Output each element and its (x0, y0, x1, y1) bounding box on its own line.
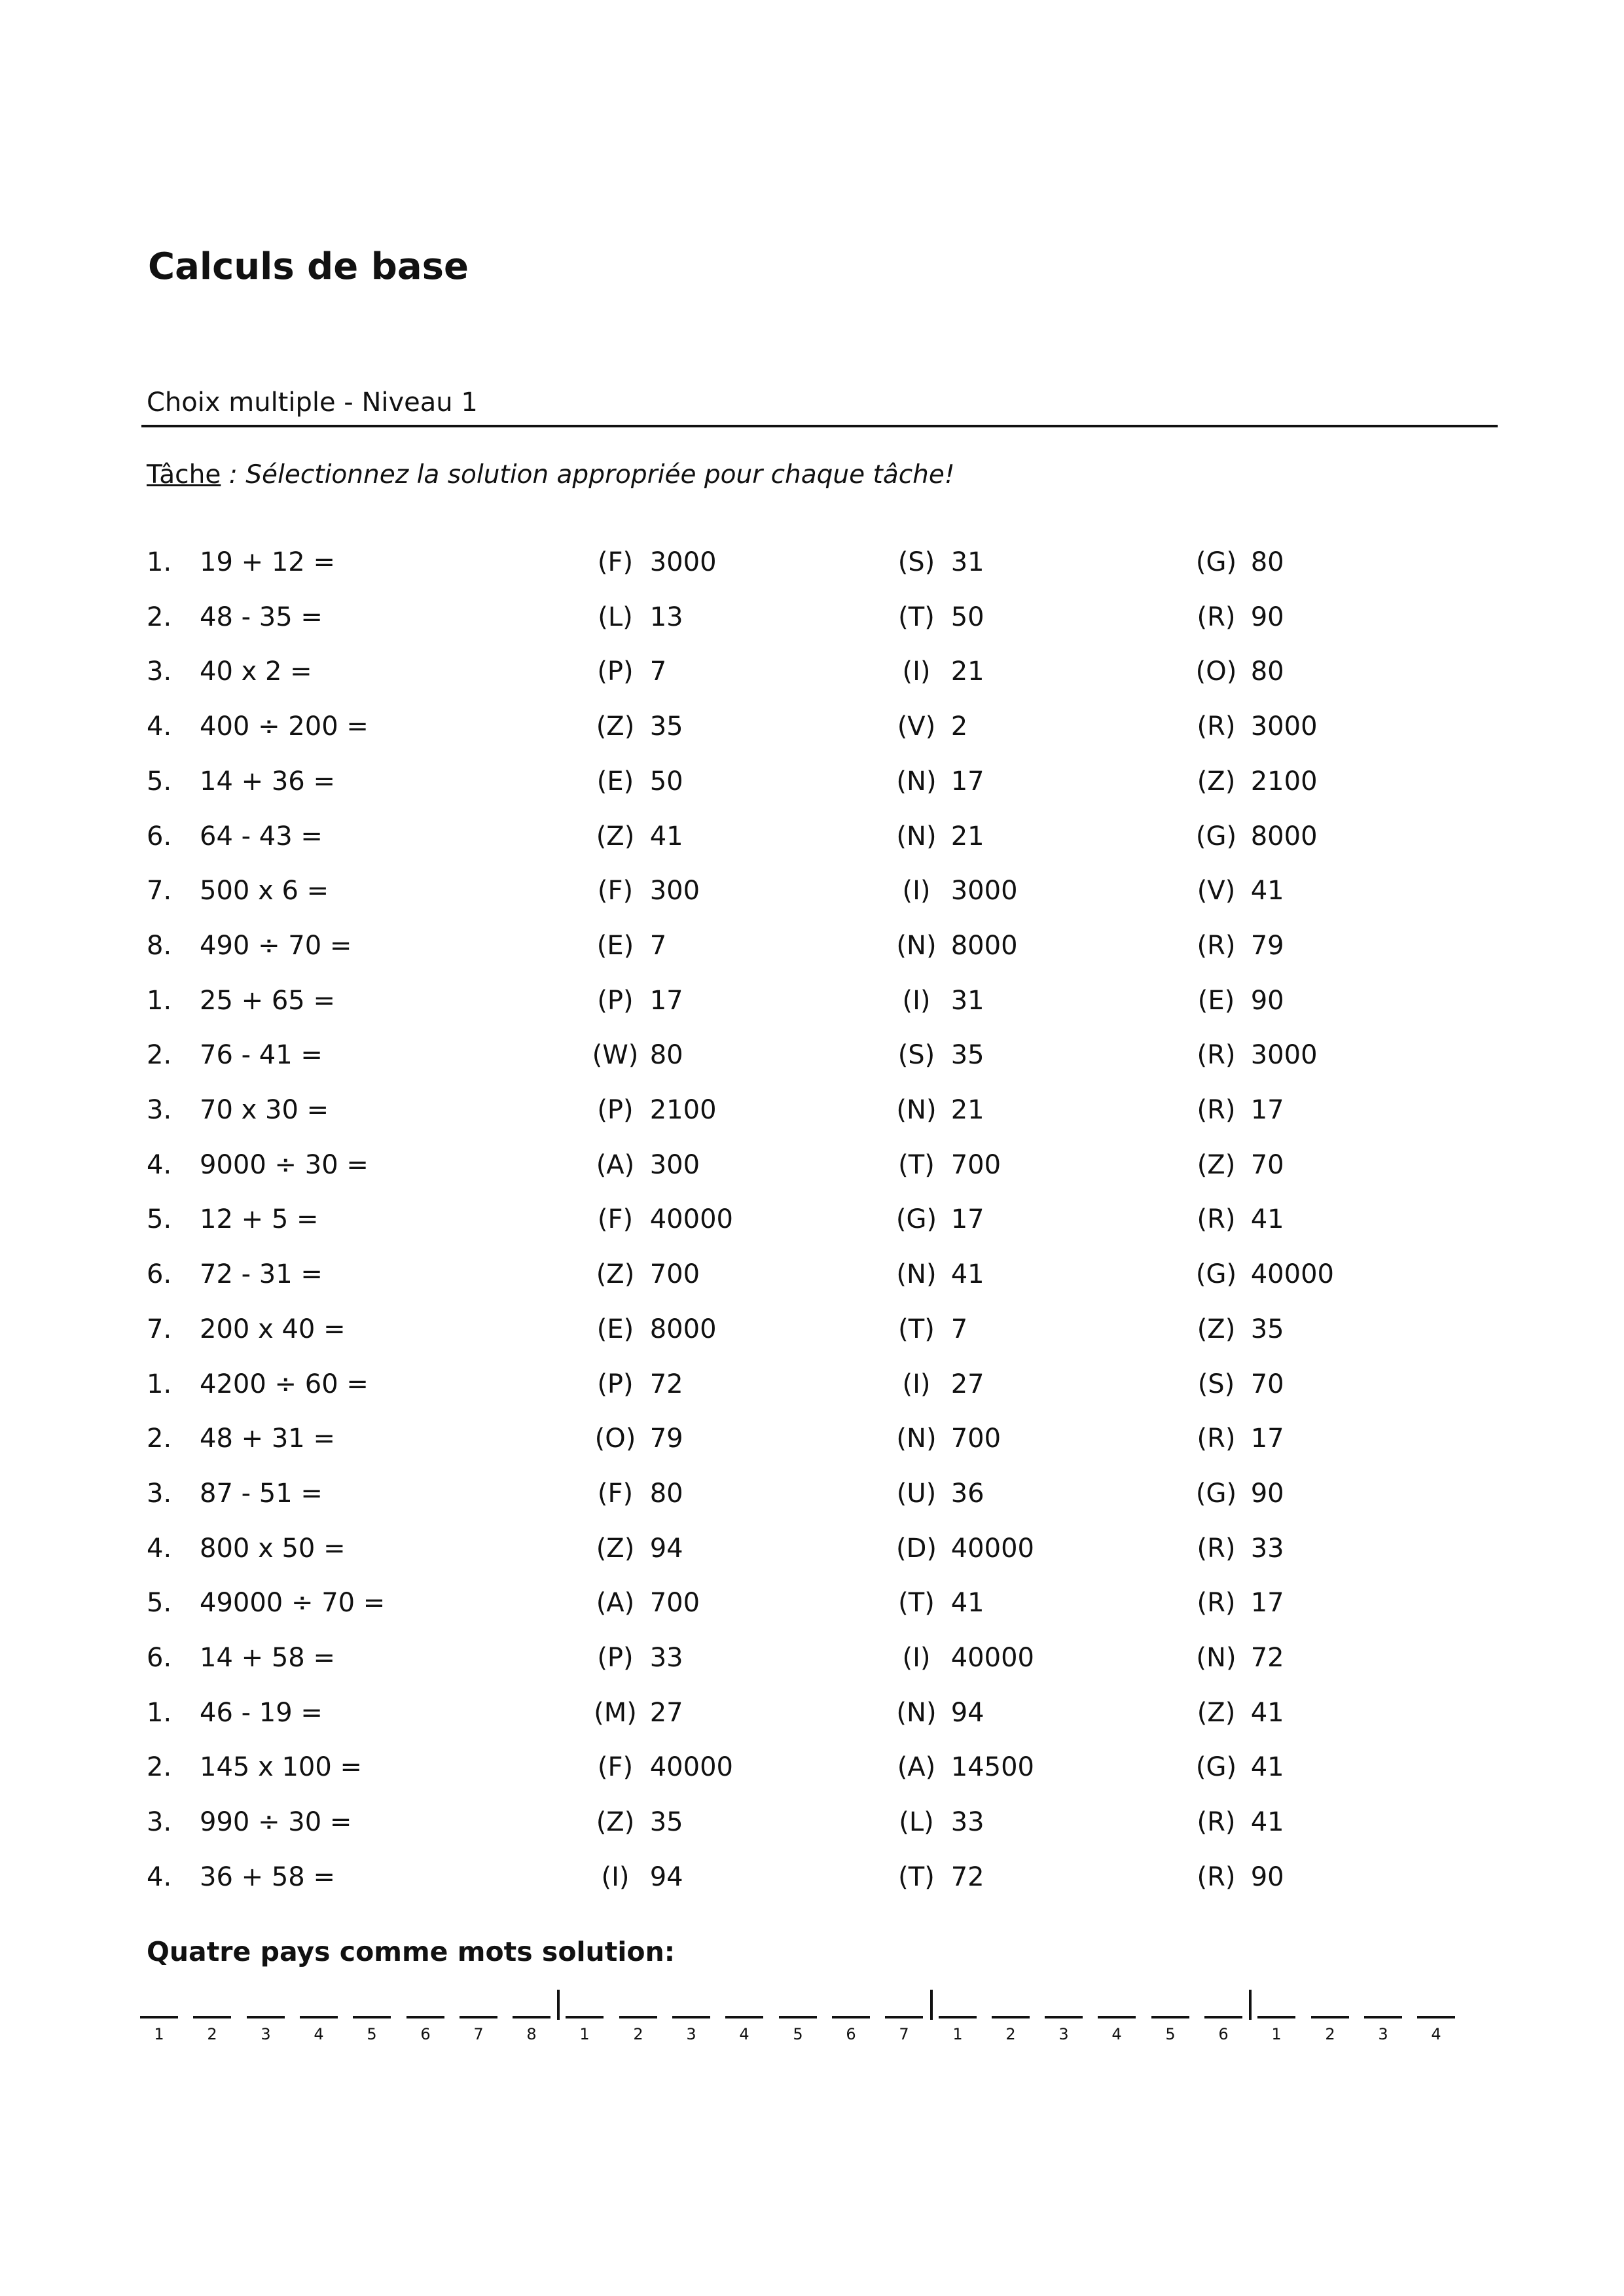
option-letter: (I) (902, 1643, 931, 1673)
answer-blank (1098, 2016, 1136, 2018)
answer-slot[interactable] (832, 1995, 870, 2043)
option-letter: (T) (898, 1314, 935, 1344)
task-text: : Sélectionnez la solution appropriée pour chaque tâche! (221, 460, 955, 490)
option-letter: (D) (895, 1534, 937, 1564)
option-letter: (I) (902, 656, 931, 687)
option-letter: (Z) (1197, 1150, 1236, 1180)
question-expression: 12 + 5 = (200, 1204, 319, 1234)
option-letter: (W) (592, 1040, 639, 1070)
option-letter: (N) (896, 1424, 937, 1454)
option-value: 300 (641, 876, 700, 906)
option-value: 17 (943, 1204, 984, 1234)
option-letter: (G) (1195, 1752, 1237, 1782)
question-expression: 72 - 31 = (200, 1259, 323, 1289)
question-number: 4. (147, 1534, 172, 1564)
option-value: 80 (641, 1040, 683, 1070)
slot-number: 2 (1005, 2025, 1016, 2043)
option-letter: (F) (597, 876, 634, 906)
option-letter: (Z) (596, 821, 635, 852)
answer-blank (193, 2016, 231, 2018)
option-letter: (M) (594, 1698, 637, 1728)
option-value: 2100 (641, 1095, 717, 1125)
option-letter: (S) (1197, 1369, 1235, 1399)
question-expression: 200 x 40 = (200, 1314, 346, 1344)
option-letter: (V) (897, 711, 936, 742)
question-number: 4. (147, 711, 172, 742)
option-letter: (F) (597, 547, 634, 577)
answer-slot[interactable] (406, 1995, 444, 2043)
option-value: 33 (943, 1807, 984, 1837)
option-value: 80 (1242, 656, 1284, 687)
option-letter: (E) (1197, 986, 1235, 1016)
question-number: 7. (147, 876, 172, 906)
slot-number: 5 (1165, 2025, 1176, 2043)
question-expression: 4200 ÷ 60 = (200, 1369, 369, 1399)
option-value: 35 (641, 1807, 683, 1837)
option-letter: (R) (1197, 1040, 1236, 1070)
option-value: 3000 (943, 876, 1018, 906)
option-value: 17 (1242, 1424, 1284, 1454)
question-expression: 87 - 51 = (200, 1479, 323, 1509)
answer-slot[interactable] (1045, 1995, 1083, 2043)
question-expression: 490 ÷ 70 = (200, 931, 352, 961)
slot-number: 4 (739, 2025, 749, 2043)
option-value: 41 (1242, 1807, 1284, 1837)
option-letter: (G) (895, 1204, 937, 1234)
option-letter: (E) (596, 931, 634, 961)
worksheet-subtitle: Choix multiple - Niveau 1 (147, 387, 478, 418)
option-value: 31 (943, 547, 984, 577)
option-value: 2100 (1242, 766, 1318, 797)
option-letter: (T) (898, 602, 935, 632)
slot-number: 1 (154, 2025, 164, 2043)
option-letter: (V) (1197, 876, 1236, 906)
slot-number: 3 (261, 2025, 271, 2043)
answer-slot[interactable] (885, 1995, 923, 2043)
slot-number: 6 (846, 2025, 856, 2043)
option-value: 700 (943, 1424, 1001, 1454)
option-letter: (Z) (596, 1807, 635, 1837)
answer-slot[interactable] (193, 1995, 231, 2043)
question-expression: 49000 ÷ 70 = (200, 1588, 386, 1618)
answer-slot[interactable] (1151, 1995, 1189, 2043)
answer-slot[interactable] (247, 1995, 285, 2043)
answer-slot[interactable] (1311, 1995, 1349, 2043)
answer-blank (566, 2016, 604, 2018)
answer-slot[interactable] (513, 1995, 550, 2043)
question-expression: 400 ÷ 200 = (200, 711, 369, 742)
option-value: 40000 (943, 1643, 1034, 1673)
answer-blank (672, 2016, 710, 2018)
slot-number: 7 (473, 2025, 484, 2043)
option-value: 40000 (943, 1534, 1034, 1564)
option-value: 3000 (1242, 1040, 1318, 1070)
answer-slot[interactable] (619, 1995, 657, 2043)
answer-blank (779, 2016, 817, 2018)
option-value: 80 (641, 1479, 683, 1509)
option-value: 90 (1242, 1862, 1284, 1892)
question-number: 2. (147, 1424, 172, 1454)
option-letter: (R) (1197, 1807, 1236, 1837)
option-letter: (N) (896, 821, 937, 852)
question-expression: 14 + 58 = (200, 1643, 335, 1673)
option-value: 33 (641, 1643, 683, 1673)
slot-number: 1 (1271, 2025, 1282, 2043)
answer-slot[interactable] (460, 1995, 497, 2043)
option-letter: (I) (601, 1862, 630, 1892)
option-value: 94 (641, 1534, 683, 1564)
answer-blank (1257, 2016, 1295, 2018)
option-value: 41 (943, 1259, 984, 1289)
option-value: 7 (641, 931, 667, 961)
option-value: 41 (943, 1588, 984, 1618)
slot-number: 3 (1058, 2025, 1069, 2043)
question-expression: 19 + 12 = (200, 547, 335, 577)
answer-slot[interactable] (939, 1995, 977, 2043)
question-expression: 70 x 30 = (200, 1095, 329, 1125)
option-value: 90 (1242, 986, 1284, 1016)
option-letter: (Z) (596, 711, 635, 742)
question-number: 8. (147, 931, 172, 961)
option-letter: (N) (896, 766, 937, 797)
option-value: 8000 (943, 931, 1018, 961)
slot-number: 1 (579, 2025, 590, 2043)
option-value: 8000 (641, 1314, 717, 1344)
option-value: 31 (943, 986, 984, 1016)
option-letter: (R) (1197, 931, 1236, 961)
answer-slot[interactable] (1204, 1995, 1242, 2043)
question-expression: 48 - 35 = (200, 602, 323, 632)
option-value: 27 (943, 1369, 984, 1399)
answer-blank (1204, 2016, 1242, 2018)
option-letter: (R) (1197, 1204, 1236, 1234)
option-letter: (R) (1197, 1534, 1236, 1564)
option-letter: (A) (596, 1150, 635, 1180)
option-value: 94 (641, 1862, 683, 1892)
option-value: 79 (1242, 931, 1284, 961)
option-letter: (Z) (596, 1259, 635, 1289)
answer-slot[interactable] (1098, 1995, 1136, 2043)
question-expression: 145 x 100 = (200, 1752, 363, 1782)
option-letter: (N) (896, 1259, 937, 1289)
option-value: 41 (1242, 1698, 1284, 1728)
slot-number: 6 (420, 2025, 431, 2043)
option-value: 33 (1242, 1534, 1284, 1564)
option-letter: (P) (597, 986, 634, 1016)
answer-blank (1364, 2016, 1402, 2018)
option-letter: (O) (1195, 656, 1237, 687)
answer-slot[interactable] (1364, 1995, 1402, 2043)
slot-number: 5 (793, 2025, 803, 2043)
question-number: 5. (147, 766, 172, 797)
answer-blank (140, 2016, 178, 2018)
option-value: 90 (1242, 1479, 1284, 1509)
option-letter: (R) (1197, 1862, 1236, 1892)
question-number: 3. (147, 1095, 172, 1125)
slot-number: 3 (686, 2025, 696, 2043)
question-number: 2. (147, 602, 172, 632)
question-number: 1. (147, 986, 172, 1016)
slot-number: 1 (952, 2025, 963, 2043)
option-value: 41 (641, 821, 683, 852)
option-letter: (N) (1196, 1643, 1236, 1673)
answer-slot[interactable] (672, 1995, 710, 2043)
question-expression: 800 x 50 = (200, 1534, 346, 1564)
answer-blank (992, 2016, 1030, 2018)
answer-slot[interactable] (1257, 1995, 1295, 2043)
question-number: 5. (147, 1204, 172, 1234)
question-number: 1. (147, 1369, 172, 1399)
answer-blank (1417, 2016, 1455, 2018)
option-letter: (G) (1195, 547, 1237, 577)
option-letter: (R) (1197, 1424, 1236, 1454)
option-value: 50 (943, 602, 984, 632)
question-number: 1. (147, 547, 172, 577)
question-number: 6. (147, 821, 172, 852)
option-letter: (T) (898, 1150, 935, 1180)
option-letter: (R) (1197, 711, 1236, 742)
option-value: 50 (641, 766, 683, 797)
option-value: 17 (641, 986, 683, 1016)
slot-number: 4 (314, 2025, 324, 2043)
option-letter: (L) (899, 1807, 934, 1837)
option-letter: (I) (902, 876, 931, 906)
question-expression: 48 + 31 = (200, 1424, 335, 1454)
answer-slot[interactable] (140, 1995, 178, 2043)
question-expression: 9000 ÷ 30 = (200, 1150, 369, 1180)
question-number: 6. (147, 1259, 172, 1289)
option-value: 41 (1242, 1204, 1284, 1234)
question-expression: 500 x 6 = (200, 876, 329, 906)
question-expression: 46 - 19 = (200, 1698, 323, 1728)
option-letter: (F) (597, 1204, 634, 1234)
word-separator (1249, 1990, 1252, 2020)
slot-number: 4 (1431, 2025, 1441, 2043)
option-value: 7 (641, 656, 667, 687)
word-separator (557, 1990, 560, 2020)
option-letter: (S) (897, 547, 935, 577)
option-letter: (T) (898, 1588, 935, 1618)
option-value: 94 (943, 1698, 984, 1728)
question-number: 7. (147, 1314, 172, 1344)
option-value: 72 (1242, 1643, 1284, 1673)
option-letter: (N) (896, 931, 937, 961)
answer-blank (513, 2016, 550, 2018)
option-letter: (Z) (1197, 1698, 1236, 1728)
option-value: 70 (1242, 1369, 1284, 1399)
option-value: 80 (1242, 547, 1284, 577)
task-label: Tâche (147, 460, 221, 490)
question-number: 4. (147, 1862, 172, 1892)
answer-slot[interactable] (1417, 1995, 1455, 2043)
option-value: 41 (1242, 1752, 1284, 1782)
option-value: 27 (641, 1698, 683, 1728)
option-letter: (Z) (596, 1534, 635, 1564)
option-letter: (N) (896, 1095, 937, 1125)
answer-slot[interactable] (992, 1995, 1030, 2043)
slot-number: 2 (207, 2025, 217, 2043)
question-expression: 40 x 2 = (200, 656, 312, 687)
option-letter: (E) (596, 766, 634, 797)
question-number: 2. (147, 1040, 172, 1070)
option-letter: (L) (598, 602, 633, 632)
answer-blank (460, 2016, 497, 2018)
slot-number: 2 (1325, 2025, 1335, 2043)
question-number: 3. (147, 656, 172, 687)
answer-slot[interactable] (353, 1995, 391, 2043)
option-value: 40000 (641, 1204, 733, 1234)
option-value: 700 (641, 1259, 700, 1289)
option-value: 40000 (1242, 1259, 1334, 1289)
option-letter: (P) (597, 1369, 634, 1399)
word-separator (930, 1990, 933, 2020)
option-letter: (E) (596, 1314, 634, 1344)
option-value: 70 (1242, 1150, 1284, 1180)
option-value: 14500 (943, 1752, 1034, 1782)
option-value: 300 (641, 1150, 700, 1180)
question-number: 5. (147, 1588, 172, 1618)
answer-blank (353, 2016, 391, 2018)
page-title: Calculs de base (148, 245, 469, 288)
option-letter: (U) (896, 1479, 937, 1509)
slot-number: 6 (1218, 2025, 1229, 2043)
option-value: 7 (943, 1314, 968, 1344)
option-letter: (N) (896, 1698, 937, 1728)
option-value: 41 (1242, 876, 1284, 906)
option-letter: (P) (597, 1643, 634, 1673)
option-letter: (Z) (1197, 766, 1236, 797)
option-letter: (R) (1197, 1588, 1236, 1618)
option-letter: (G) (1195, 1479, 1237, 1509)
answer-blank (832, 2016, 870, 2018)
option-value: 21 (943, 1095, 984, 1125)
question-expression: 36 + 58 = (200, 1862, 335, 1892)
answer-blank (247, 2016, 285, 2018)
option-value: 35 (641, 711, 683, 742)
slot-number: 2 (633, 2025, 643, 2043)
answer-blank (1151, 2016, 1189, 2018)
option-value: 40000 (641, 1752, 733, 1782)
question-expression: 76 - 41 = (200, 1040, 323, 1070)
option-value: 21 (943, 656, 984, 687)
option-letter: (O) (594, 1424, 636, 1454)
question-number: 4. (147, 1150, 172, 1180)
question-expression: 990 ÷ 30 = (200, 1807, 352, 1837)
option-value: 2 (943, 711, 968, 742)
option-value: 90 (1242, 602, 1284, 632)
option-letter: (I) (902, 1369, 931, 1399)
answer-blank (619, 2016, 657, 2018)
option-value: 700 (943, 1150, 1001, 1180)
answer-slot[interactable] (779, 1995, 817, 2043)
option-value: 72 (943, 1862, 984, 1892)
answer-slot[interactable] (725, 1995, 763, 2043)
slot-number: 3 (1378, 2025, 1388, 2043)
option-value: 17 (1242, 1095, 1284, 1125)
answer-blank (939, 2016, 977, 2018)
option-value: 21 (943, 821, 984, 852)
option-value: 35 (943, 1040, 984, 1070)
option-letter: (S) (897, 1040, 935, 1070)
option-value: 17 (1242, 1588, 1284, 1618)
option-value: 72 (641, 1369, 683, 1399)
question-number: 3. (147, 1479, 172, 1509)
option-letter: (F) (597, 1479, 634, 1509)
question-number: 3. (147, 1807, 172, 1837)
question-number: 2. (147, 1752, 172, 1782)
question-expression: 14 + 36 = (200, 766, 335, 797)
option-letter: (A) (897, 1752, 936, 1782)
answer-blank (1045, 2016, 1083, 2018)
option-letter: (T) (898, 1862, 935, 1892)
answer-slot[interactable] (566, 1995, 604, 2043)
answer-blank (1311, 2016, 1349, 2018)
option-value: 36 (943, 1479, 984, 1509)
option-value: 17 (943, 766, 984, 797)
option-letter: (I) (902, 986, 931, 1016)
option-letter: (Z) (1197, 1314, 1236, 1344)
answer-blank (406, 2016, 444, 2018)
slot-number: 8 (526, 2025, 537, 2043)
question-number: 1. (147, 1698, 172, 1728)
option-value: 3000 (641, 547, 717, 577)
answer-blank (300, 2016, 338, 2018)
slot-number: 5 (367, 2025, 377, 2043)
option-value: 35 (1242, 1314, 1284, 1344)
question-expression: 64 - 43 = (200, 821, 323, 852)
option-value: 79 (641, 1424, 683, 1454)
solution-heading: Quatre pays comme mots solution: (147, 1936, 676, 1967)
option-letter: (G) (1195, 1259, 1237, 1289)
answer-slot[interactable] (300, 1995, 338, 2043)
option-letter: (P) (597, 656, 634, 687)
answer-blank (885, 2016, 923, 2018)
option-letter: (F) (597, 1752, 634, 1782)
option-letter: (G) (1195, 821, 1237, 852)
question-expression: 25 + 65 = (200, 986, 335, 1016)
option-value: 13 (641, 602, 683, 632)
slot-number: 7 (899, 2025, 909, 2043)
option-value: 3000 (1242, 711, 1318, 742)
slot-number: 4 (1111, 2025, 1122, 2043)
option-letter: (R) (1197, 1095, 1236, 1125)
answer-blank (725, 2016, 763, 2018)
option-letter: (R) (1197, 602, 1236, 632)
question-number: 6. (147, 1643, 172, 1673)
option-letter: (P) (597, 1095, 634, 1125)
option-letter: (A) (596, 1588, 635, 1618)
option-value: 700 (641, 1588, 700, 1618)
option-value: 8000 (1242, 821, 1318, 852)
